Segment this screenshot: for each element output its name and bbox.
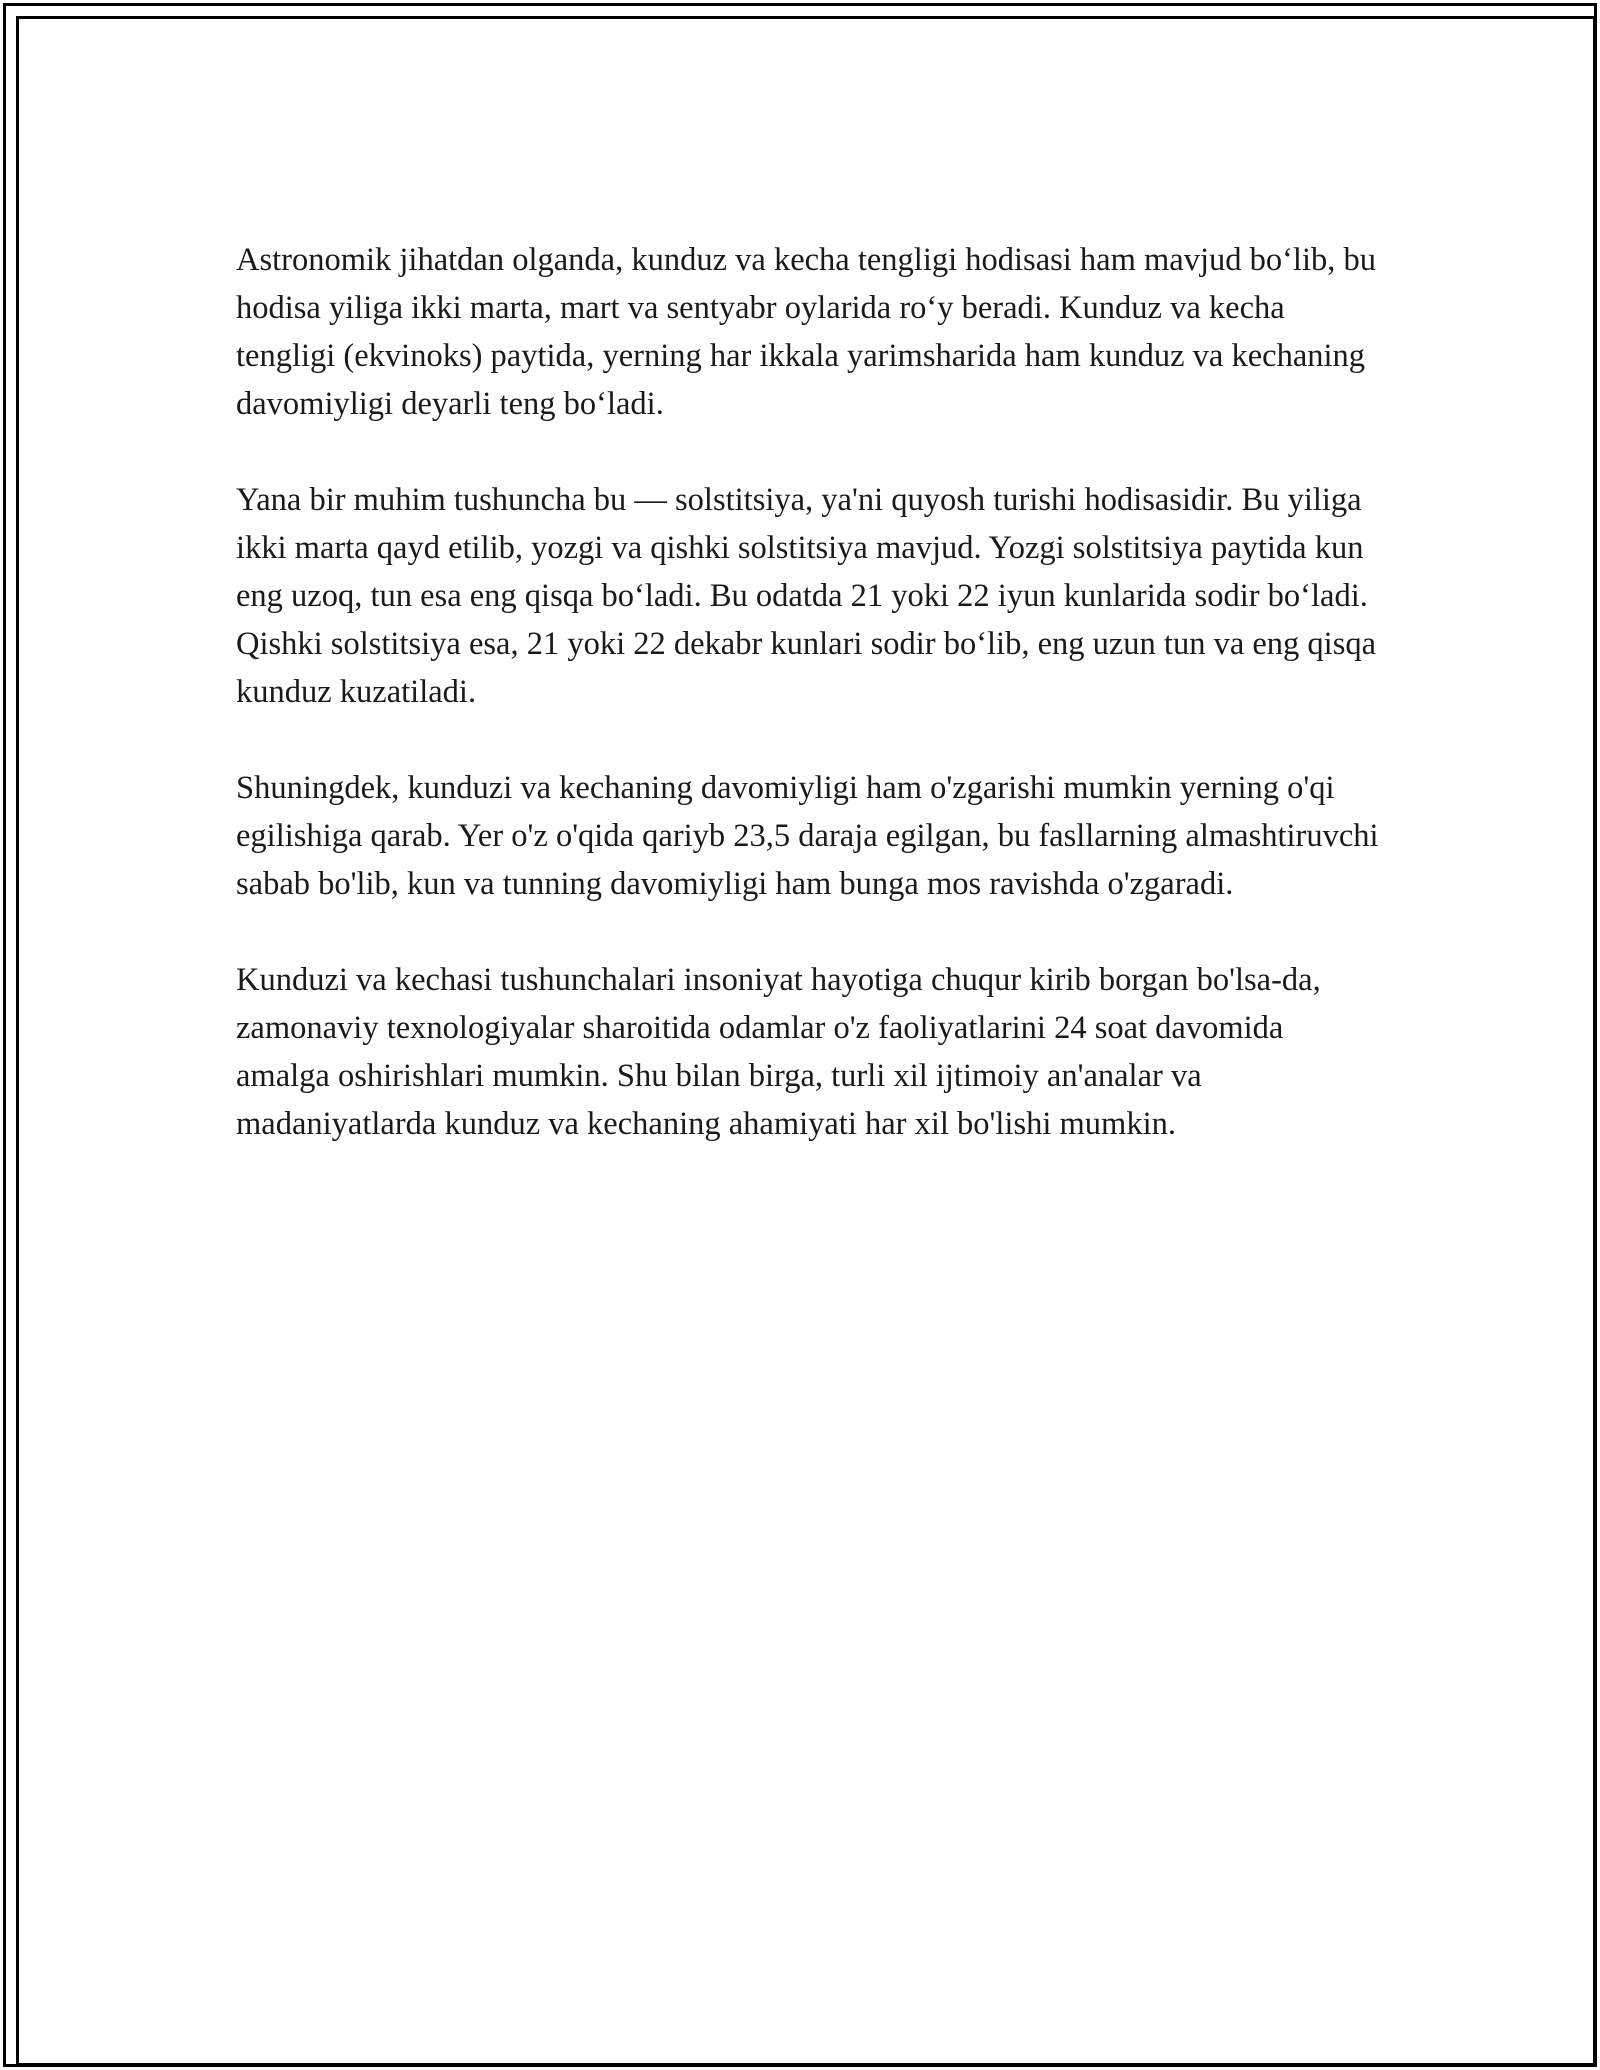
- paragraph-axial-tilt: Shuningdek, kunduzi va kechaning davomiyligi ham o'zgarishi mumkin yerning o'qi egilishiga qarab. Yer o'z o'qida qariyb 23,5 daraja egilgan, bu fasllarning almashtiruvchi sabab bo'lib, kun va tunning davomiyligi ham bunga mos ravishda o'zgaradi.: [236, 770, 1379, 902]
- paragraph-solstice: Yana bir muhim tushuncha bu — solstitsiya, ya'ni quyosh turishi hodisasidir. Bu yiliga ikki marta qayd etilib, yozgi va qishki solstitsiya mavjud. Yozgi solstitsiya paytida kun eng uzoq, tun esa eng qisqa bo‘ladi. Bu odatda 21 yoki 22 iyun kunlarida sodir bo‘ladi. Qishki solstitsiya esa, 21 yoki 22 dekabr kunlari sodir bo‘lib, eng uzun tun va eng qisqa kunduz kuzatiladi.: [236, 482, 1377, 710]
- document-body: [236, 236, 1381, 1196]
- paragraph-modern-life: Kunduzi va kechasi tushunchalari insoniyat hayotiga chuqur kirib borgan bo'lsa-da, zamonaviy texnologiyalar sharoitida odamlar o'z faoliyatlarini 24 soat davomida amalga oshirishlari mumkin. Shu bilan birga, turli xil ijtimoiy an'analar va madaniyatlarda kunduz va kechaning ahamiyati har xil bo'lishi mumkin.: [236, 962, 1321, 1142]
- paragraph-equinox: Astronomik jihatdan olganda, kunduz va kecha tengligi hodisasi ham mavjud bo‘lib, bu hodisa yiliga ikki marta, mart va sentyabr oylarida ro‘y beradi. Kunduz va kecha tengligi (ekvinoks) paytida, yerning har ikkala yarimsharida ham kunduz va kechaning davomiyligi deyarli teng bo‘ladi.: [236, 242, 1376, 422]
